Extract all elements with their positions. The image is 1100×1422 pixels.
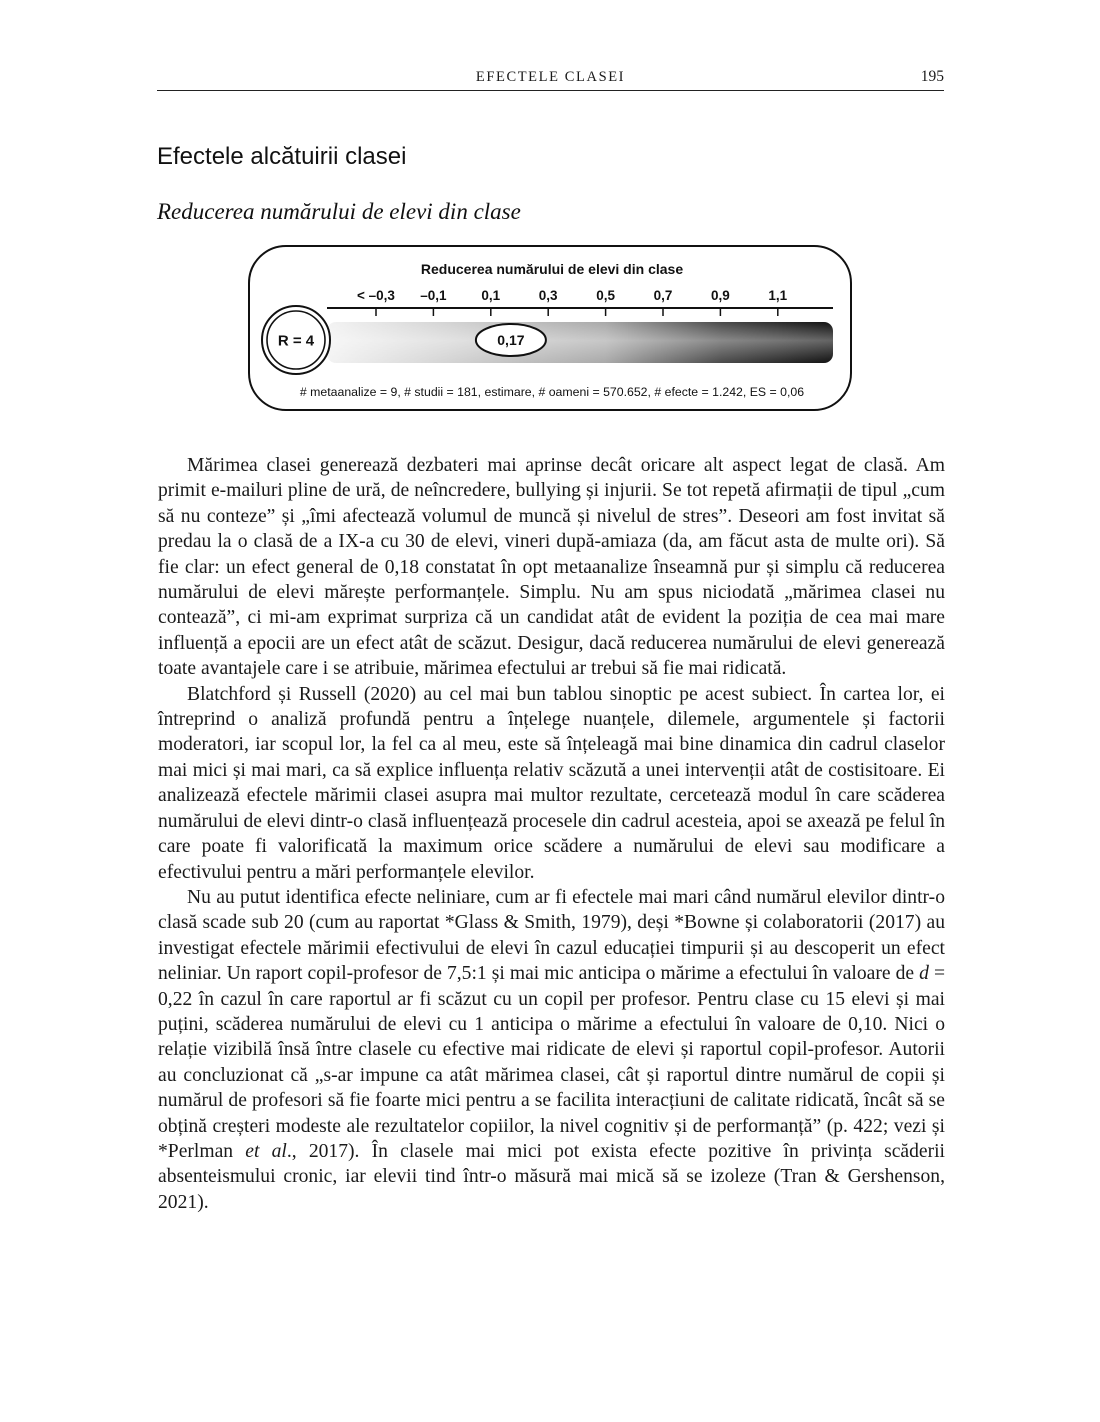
scale-tick-label: 0,9 <box>711 288 730 303</box>
r-badge-label: R = 4 <box>277 332 315 350</box>
paragraph-3: Nu au putut identifica efecte neliniare, cum ar fi efectele mai mari când numărul elevilor dintr-o clasă scade sub 20 (cum au raportat *Glass & Smith, 1979), deși *Bowne și colaboratorii (2017) au investigat efectele mărimii efectivului de elevi în cazul educației timpurii și au descoperit un efect neliniar. Un raport copil-profesor de 7,5:1 și mai mic anticipa o mărime a efectului în valoare de d = 0,22 în cazul în care raportul ar fi scăzut cu un copil per profesor. Pentru clase cu 15 elevi și mai puțini, scăderea numărului de elevi cu 1 anticipa o mărime a efectului în valoare de 0,10. Nici o relație vizibilă însă între clasele cu efective mai ridicate de elevi și raportul copil-profesor. Autorii au concluzionat că „s-ar impune ca atât mărimea clasei, cât și raportul dintre numărul de copii și numărul de profesori să fie foarte mici pentru a se facilita interacțiuni de calitate ridicată, încât să se obțină creșteri modeste ale rezultatelor copiilor, la nivel cognitiv și de performanță” (p. 422; vezi și *Perlman et al., 2017). În clasele mai mici pot exista efecte pozitive în privința scăderii absenteismului cronic, iar elevii tind într-o măsură mai mică să se izoleze (Tran & Gershenson, 2021). <box>158 886 945 1213</box>
paragraph-1: Mărimea clasei generează dezbateri mai aprinse decât oricare alt aspect legat de clasă. Am primit e-mailuri pline de ură, de neîncredere, bullying și injurii. Se tot repetă afirmații de tipul „cum să nu conteze” și „îmi afectează volumul de muncă și nivelul de stres”. Deseori am fost invitat să predau la o clasă de a IX-a cu 30 de elevi, vineri după-amiaza (da, am făcut asta de multe ori). Să fie clar: un efect general de 0,18 constatat în opt metaanalize înseamnă pur și simplu că reducerea numărului de elevi mărește performanțele. Simplu. Nu am spus niciodată „mărimea clasei nu contează”, ci mi-am exprimat surpriza că un candidat atât de evident la poziția de cea mai mare influență a epocii are un efect atât de scăzut. Desigur, dacă reducerea numărului de elevi generează toate avantajele care i se atribuie, mărimea efectului ar trebui să fie mai ridicată. <box>158 455 945 680</box>
scale-tick-label: 0,3 <box>538 288 558 303</box>
gradient-bar-shine <box>327 322 833 363</box>
scale-tick-label: –0,1 <box>420 288 447 303</box>
scale-tick-label: 0,5 <box>596 288 615 303</box>
figure-title: Reducerea numărului de elevi din clase <box>420 261 684 277</box>
barometer-graphic <box>250 247 854 413</box>
body-text <box>158 453 945 1215</box>
scale-tick-label: 0,1 <box>481 288 501 303</box>
scale-tick-label: 1,1 <box>768 288 788 303</box>
scale-ticks <box>327 288 833 316</box>
running-title: EFECTELE CLASEI <box>475 69 626 85</box>
page-number: 195 <box>920 68 944 85</box>
stats-line: # metaanalize = 9, # studii = 181, estimare, # oameni = 570.652, # efecte = 1.242, ES = 0,06 <box>299 385 805 399</box>
scale-tick-label: < –0,3 <box>357 288 395 303</box>
running-header <box>157 66 944 91</box>
subsection-title: Reducerea numărului de elevi din clase <box>157 199 521 224</box>
effect-value-label: 0,17 <box>497 332 525 348</box>
effect-size-barometer <box>248 245 852 411</box>
section-title: Efectele alcătuirii clasei <box>157 143 407 170</box>
scale-tick-label: 0,7 <box>653 288 673 303</box>
paragraph-2: Blatchford și Russell (2020) au cel mai bun tablou sinoptic pe acest subiect. În cartea lor, ei întreprind o analiză profundă pentru a înțelege nuanțele, dilemele, argumentele și factorii moderatori, iar scopul lor, la fel ca al meu, este să înțeleagă mai bine dinamica din cadrul claselor mai mici și mai mari, ca să explice influența relativ scăzută a unei intervenții atât de costisitoare. Ei analizează efectele mărimii clasei asupra mai multor rezultate, cercetează modul în care scăderea numărului de elevi dintr-o clasă influențează procesele din cadrul acesteia, apoi se axează pe felul în care poate fi valorificată la maximum orice scădere a numărului de elevi sau modificare a efectivului pentru a mări performanțele elevilor. <box>158 683 945 883</box>
